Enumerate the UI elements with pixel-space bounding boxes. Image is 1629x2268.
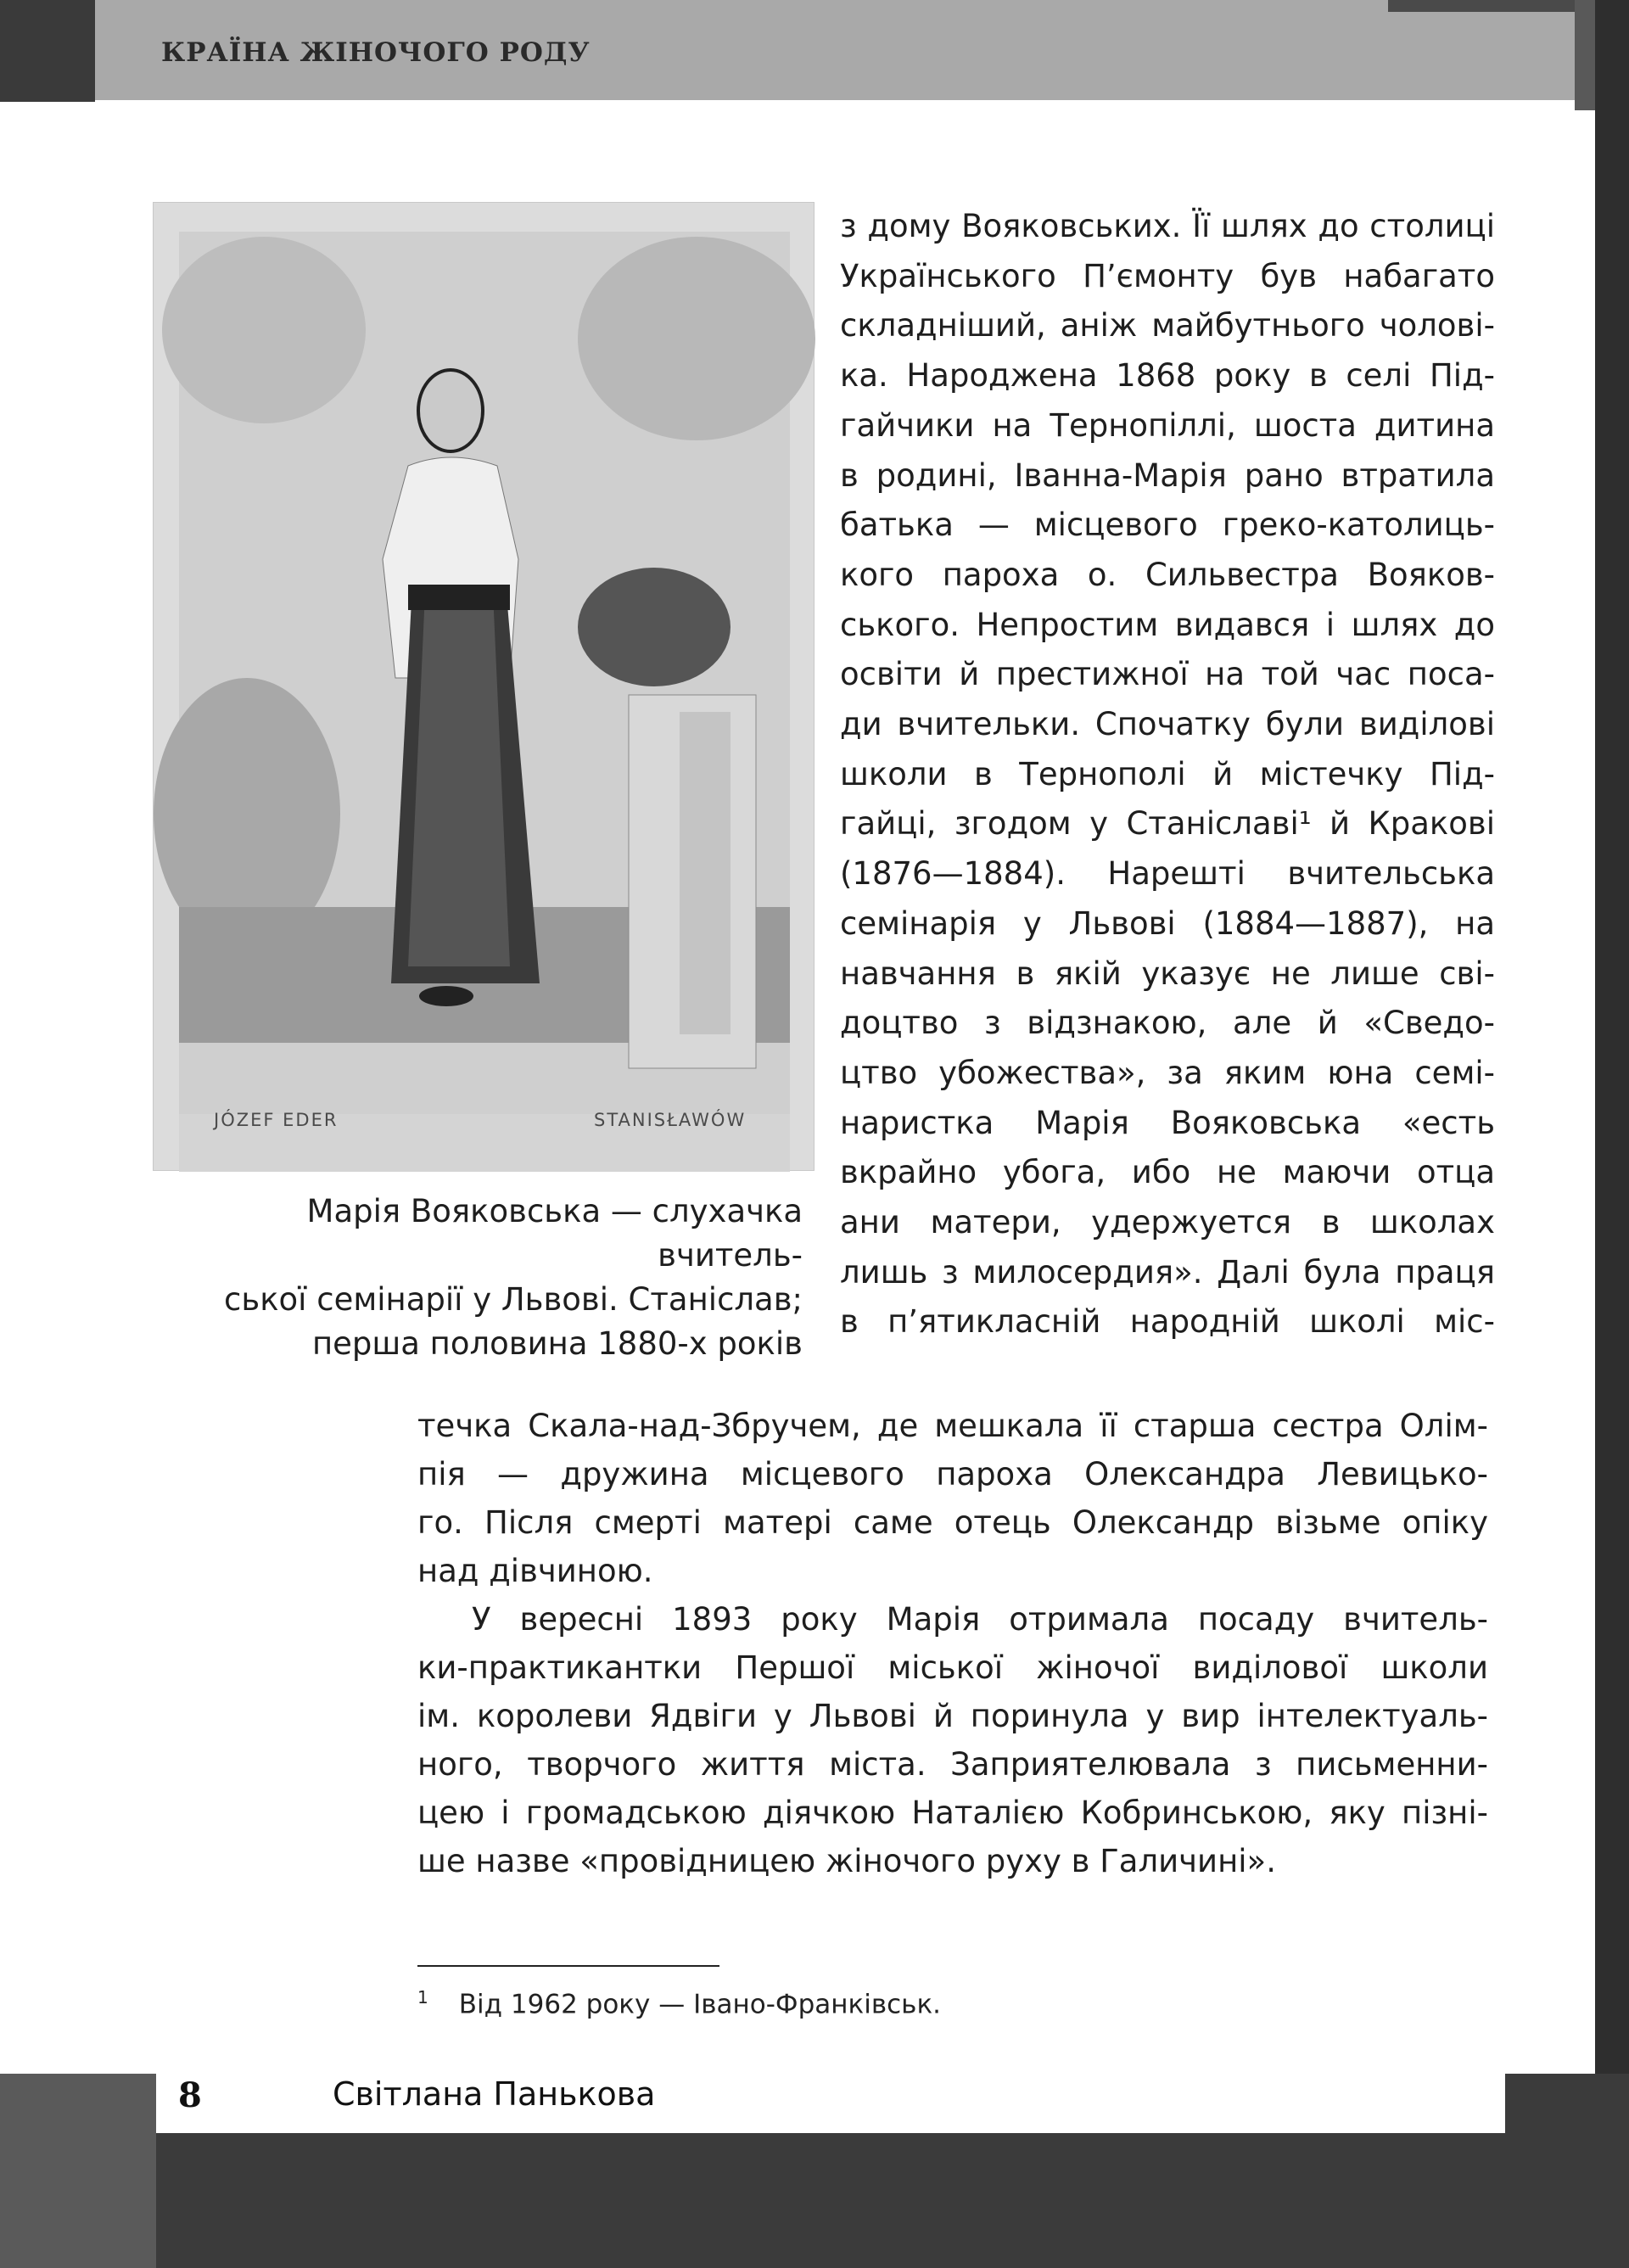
portrait-photo <box>153 202 814 1171</box>
text-line: ки-практикантки Першої міської жіночої виділової школи <box>417 1649 1488 1686</box>
portrait-illustration <box>154 203 815 1172</box>
running-footer-author: Світлана Панькова <box>333 2075 656 2113</box>
scan-edge-top-left <box>0 0 95 102</box>
text-line: течка Скала-над-Збручем, де мешкала її старша сестра Олім- <box>417 1408 1488 1444</box>
text-line: цтво убожества», за яким юна семі- <box>840 1054 1495 1091</box>
text-line: кого пароха о. Сильвестра Вояков- <box>840 556 1495 593</box>
text-line: цею і громадською діячкою Наталією Кобринською, яку пізні- <box>417 1795 1488 1831</box>
caption-line: ської семінарії у Львові. Станіслав; <box>224 1281 803 1318</box>
paragraph-first-line: У вересні 1893 року Марія отримала посаду вчитель- <box>472 1601 1488 1638</box>
caption-line: перша половина 1880-х років <box>311 1325 803 1362</box>
scan-edge-bottom-left <box>0 2074 156 2268</box>
text-line: ка. Народжена 1868 року в селі Під- <box>840 357 1495 395</box>
text-line: Українського П’ємонту був набагато <box>840 257 1495 294</box>
text-line: ани матери, удержуется в школах <box>840 1204 1495 1241</box>
backdrop-foliage <box>578 237 815 440</box>
text-line: гайці, згодом у Станіславі¹ й Кракові <box>840 805 1495 843</box>
footnote-divider <box>417 1965 719 1967</box>
text-line: над дівчиною. <box>417 1553 653 1589</box>
text-line: в родині, Іванна-Марія рано втратила <box>840 456 1495 494</box>
backdrop-foliage <box>162 237 366 423</box>
figure-shoes <box>419 986 473 1006</box>
footnote-mark: 1 <box>417 1987 428 2008</box>
baluster <box>680 712 731 1034</box>
scan-edge-right-inner <box>1575 0 1595 110</box>
running-header-title: КРАЇНА ЖІНОЧОГО РОДУ <box>161 37 591 68</box>
text-line: (1876—1884). Нарешті вчительська <box>840 855 1495 893</box>
text-line: вкрайно убога, ибо не маючи отца <box>840 1154 1495 1191</box>
urn-plant <box>578 568 731 686</box>
photo-studio-name: JÓZEF EDER <box>214 1110 339 1130</box>
footnote-text: Від 1962 року — Івано-Франківськ. <box>458 1989 942 2020</box>
text-line: доцтво з відзнакою, але й «Сведо- <box>840 1005 1495 1042</box>
text-line: школи в Тернополі й містечку Під- <box>840 755 1495 792</box>
figure-belt <box>408 585 510 610</box>
text-line: ного, творчого життя міста. Заприятелювала з письменни- <box>417 1746 1488 1783</box>
text-line: в п’ятикласній народній школі міс- <box>840 1303 1495 1341</box>
text-line: з дому Вояковських. Її шлях до столиці <box>840 208 1495 244</box>
text-line: лишь з милосердия». Далі була праця <box>840 1253 1495 1291</box>
text-line: ше назве «провідницею жіночого руху в Галичині». <box>417 1843 1276 1879</box>
body-text-column <box>840 202 1495 1347</box>
text-line: навчання в якій указує не лише сві- <box>840 955 1495 992</box>
body-text-full <box>417 1402 1488 1885</box>
text-line: ім. королеви Ядвіги у Львові й поринула у вир інтелектуаль- <box>417 1698 1488 1734</box>
figure-apron <box>408 593 510 966</box>
page-number: 8 <box>178 2075 202 2115</box>
text-line: пія — дружина місцевого пароха Олександра Левицько- <box>417 1456 1488 1492</box>
text-line: освіти й престижної на той час поса- <box>840 656 1495 693</box>
text-line: батька — місцевого греко-католиць- <box>840 507 1495 544</box>
scan-edge-right <box>1595 0 1629 2268</box>
text-line: ди вчительки. Спочатку були виділові <box>840 706 1495 743</box>
text-line: ського. Непростим видався і шлях до <box>840 606 1495 643</box>
text-line: наристка Марія Вояковська «есть <box>840 1104 1495 1141</box>
text-line: складніший, аніж майбутнього чолові- <box>840 307 1495 344</box>
footnote <box>417 1987 941 2019</box>
text-line: гайчики на Тернопіллі, шоста дитина <box>840 406 1495 444</box>
figure-head <box>418 370 483 451</box>
text-line: го. Після смерті матері саме отець Олександр візьме опіку <box>417 1504 1488 1541</box>
text-line: семінарія у Львові (1884—1887), на <box>840 904 1495 942</box>
photo-studio-city: STANISŁAWÓW <box>594 1110 747 1130</box>
caption-line: Марія Вояковська — слухачка вчитель- <box>306 1193 803 1274</box>
photo-caption <box>161 1190 803 1366</box>
scan-edge-top-right <box>1388 0 1575 12</box>
